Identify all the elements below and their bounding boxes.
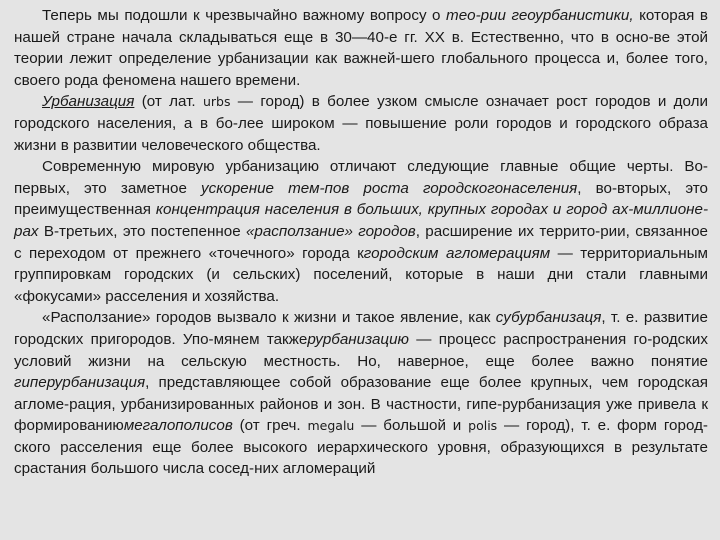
italic-term: гиперурбанизация [14, 374, 146, 392]
text-run: (от лат. [134, 93, 203, 111]
text-run: Теперь мы подошли к чрезвычайно важному вопросу о [42, 7, 447, 24]
text-run: «Расползание» городов вызвало к жизни и такое явление, как [42, 309, 496, 327]
paragraph-4 [14, 307, 708, 480]
italic-term: субурбанизаця [495, 309, 602, 327]
underlined-term-urbanization: Урбанизация [42, 93, 135, 111]
latin-word: megalu [307, 418, 355, 434]
italic-term: тео-рии геоурбанистики, [446, 7, 634, 24]
text-run: , т. е. развитие городских пригородов. Упо-мянем также [14, 309, 708, 348]
paragraph-3 [14, 156, 708, 307]
text-run: (от греч. [232, 417, 308, 435]
latin-word: polis [468, 418, 498, 434]
latin-word: urbs [202, 94, 231, 110]
italic-term: городским агломерациям [363, 244, 551, 262]
text-run: — город) в более узком смысле означает рост городов и доли городского населения, а в бо-лее широком — повышение роли городов и городского образа жизни в развитии человеческого общества. [14, 93, 708, 154]
text-run: — большой и [354, 417, 469, 435]
text-run: , во-вторых, это преимущественная [14, 179, 708, 219]
text-run: , представляющее собой образование еще более крупных, чем городская агломе-рация, урбанизированных районов и зон. В частности, гипе-рурбанизация уже привела к формированию [14, 374, 708, 435]
text-run: которая в нашей стране начала складываться еще в 30—40-е гг. XX в. Естественно, что в осно-ве этой теории лежит определение урбанизации как важней-шего глобального процесса и, более того, своего рода феномена нашего времени. [14, 7, 708, 89]
text-run: В-третьих, это постепенное [38, 222, 246, 240]
italic-term: мегалополисов [123, 417, 233, 435]
paragraph-2 [14, 91, 708, 156]
italic-term: рурбанизацию [307, 330, 409, 348]
text-run: , расширение их террито-рии, связанное с переходом от прежнего «точечного» города к [14, 222, 708, 262]
paragraph-1 [14, 5, 708, 91]
text-run: — территориальным группировкам городских (и сельских) поселений, которые в наши дни стали главными «фокусами» расселения и хозяйства. [14, 244, 709, 305]
text-run: — город), т. е. форм город-ского расселения еще более высокого иерархического уровня, образующихся в результате срастания большого числа сосед-них агломераций [14, 417, 708, 478]
text-run: — процесс распространения го-родских условий жизни на сельскую местность. Но, наверное, еще более важно понятие [14, 330, 708, 370]
italic-term: «расползание» городов [245, 222, 416, 240]
italic-term: ускорение тем-пов роста городскогонаселения [201, 179, 578, 197]
text-run: Современную мировую урбанизацию отличают следующие главные общие черты. Во-первых, это заметное [14, 158, 708, 197]
italic-term: концентрация населения в больших, крупных городах и город ах-миллионе-рах [14, 201, 709, 240]
document-page [14, 5, 708, 480]
